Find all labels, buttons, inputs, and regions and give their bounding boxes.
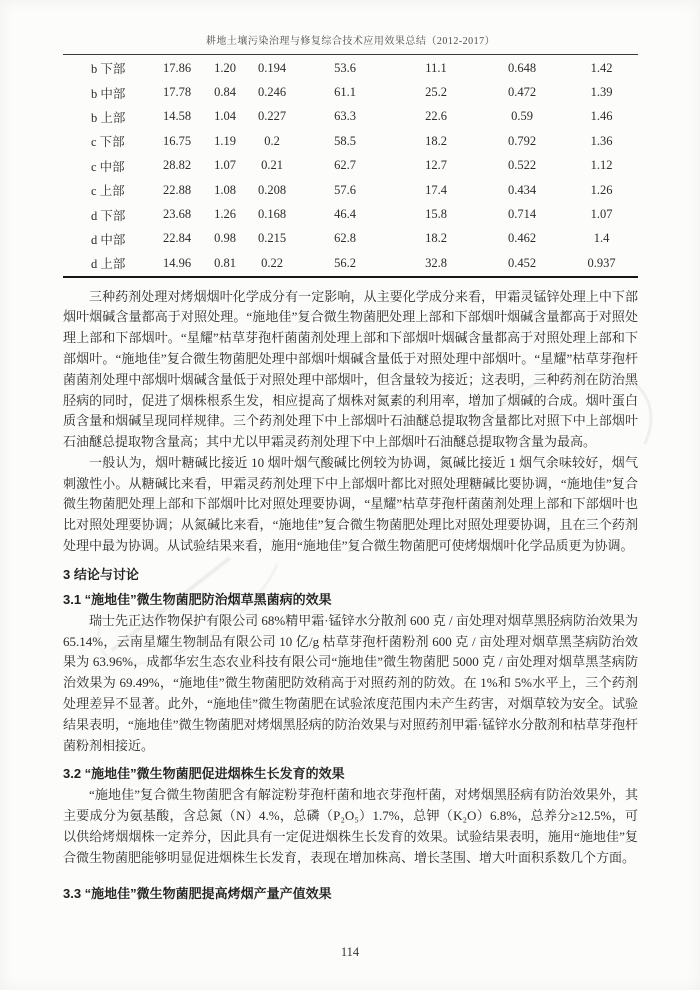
table-row [63,178,638,202]
table-body [63,56,638,277]
table-cell: 32.8 [425,255,447,270]
table-row [63,251,638,276]
running-head: 耕地土壤污染治理与修复综合技术应用效果总结（2012-2017） [63,32,638,55]
table-cell: 16.75 [162,133,192,148]
table-cell: 1.19 [214,133,236,148]
row-label: b 上部 [91,110,126,125]
row-label: b 中部 [91,86,126,101]
table-cell: 1.39 [590,85,613,100]
table-cell: 0.452 [507,255,537,270]
table-cell: 23.68 [162,207,192,222]
table-cell: 1.4 [593,231,610,246]
table-cell: 0.59 [511,109,533,124]
table-cell: 62.8 [334,231,356,246]
table-cell: 22.88 [162,182,192,197]
table-cell: 1.07 [214,158,236,173]
table-row [63,80,638,104]
table-cell: 0.84 [214,85,236,100]
paragraph-growth-promotion: “施地佳”复合微生物菌肥含有解淀粉芽孢杆菌和地衣芽孢杆菌，对烤烟黑胫病有防治效果外，其主要成分为氨基酸，含总氮（N）4.%，总磷（P₂O₅）1.7%，总钾（K₂O）6.8%，总养分≥12.5%，可以供给烤烟烟株一定养分，因此具有一定促进烟株生长发育的效果。试验结果表明，施用“施地佳”复合微生物菌肥能够明显促进烟株生长发育，表现在增加株高、增长茎围、增大叶面积系数几个方面。 [63,787,638,865]
table-cell: 0.194 [257,60,287,75]
table-cell: 1.42 [590,60,613,75]
row-label: d 下部 [91,208,126,223]
table-cell: 1.46 [590,109,613,124]
table-cell: 0.937 [587,255,616,270]
table-cell: 56.2 [334,255,356,270]
table-cell: 0.168 [257,207,287,222]
table-cell: 1.12 [590,158,613,173]
table-cell: 1.07 [590,207,613,222]
table-cell: 62.7 [334,158,356,173]
table-cell: 22.6 [425,109,447,124]
section-heading-3-2: 3.2 “施地佳”微生物菌肥促进烟株生长发育的效果 [63,766,345,782]
section-heading-3-1: 3.1 “施地佳”微生物菌肥防治烟草黑菌病的效果 [63,591,332,607]
table-cell: 0.81 [214,255,236,270]
row-label: d 中部 [91,232,126,247]
table-row [63,129,638,153]
table-cell: 58.5 [334,133,356,148]
table-cell: 15.8 [425,207,447,222]
section-heading-conclusion: 3 结论与讨论 [63,566,139,582]
table-cell: 17.78 [162,85,192,100]
table-row [63,202,638,226]
table-cell: 0.792 [507,133,537,148]
table-cell: 0.98 [214,231,236,246]
section-heading-3-3: 3.3 “施地佳”微生物菌肥提高烤烟产量产值效果 [63,885,332,901]
table-cell: 0.22 [261,255,283,270]
row-label: c 上部 [91,184,125,199]
table-cell: 12.7 [425,158,447,173]
table-cell: 0.215 [257,231,287,246]
table-cell: 63.3 [334,109,356,124]
table-row [63,227,638,251]
table-cell: 46.4 [334,207,356,222]
table-cell: 1.20 [214,60,236,75]
table-cell: 0.522 [507,158,537,173]
table-cell: 1.04 [214,109,236,124]
table-cell: 0.2 [264,133,280,148]
table-cell: 1.26 [590,182,613,197]
table-cell: 0.714 [507,207,537,222]
table-row [63,56,638,80]
table-cell: 0.208 [257,182,287,197]
table-cell: 18.2 [425,133,447,148]
table-cell: 17.86 [162,60,192,75]
table-row [63,154,638,178]
data-table [63,56,638,278]
row-label: d 上部 [91,257,126,272]
table-cell: 0.648 [507,60,537,75]
table-cell: 14.96 [162,255,192,270]
row-label: c 中部 [91,159,125,174]
table-cell: 18.2 [425,231,447,246]
table-cell: 57.6 [334,182,356,197]
row-label: c 下部 [91,135,125,150]
table-cell: 0.434 [507,182,537,197]
table-cell: 25.2 [425,85,447,100]
table-cell: 0.472 [507,85,537,100]
table-cell: 17.4 [425,182,447,197]
table-cell: 53.6 [334,60,356,75]
paragraph-chemical-composition: 三种药剂处理对烤烟烟叶化学成分有一定影响，从主要化学成分来看，甲霜灵锰锌处理上中下部烟叶烟碱含量都高于对照处理。“施地佳”复合微生物菌肥处理上部和下部烟叶烟碱含量都高于对照处理上部和下部烟叶。“星耀”枯草芽孢杆菌菌剂处理上部和下部烟叶烟碱含量都高于对照处理上部和下部烟叶。“施地佳”复合微生物菌肥处理中部烟叶烟碱含量低于对照处理中部烟叶。“星耀”枯草芽孢杆菌菌剂处理中部烟叶烟碱含量低于对照处理中部烟叶，但含量较为接近；这表明，三种药剂在防治黑胫病的同时，促进了烟株根系生发，相应提高了烟株对氮素的利用率，增加了烟碱的合成。烟叶蛋白质含量和烟碱呈现同样规律。三个药剂处理下中上部烟叶石油醚总提取物含量都比对照下中上部烟叶石油醚总提取物含量高；其中尤以甲霜灵药剂处理下中上部烟叶石油醚总提取物含量为最高。 [63,288,638,450]
page-number: 114 [340,945,360,959]
paragraph-black-shank-control: 瑞士先正达作物保护有限公司 68%精甲霜·锰锌水分散剂 600 克 / 亩处理对烟草黑胫病防治效果为 65.14%，云南星耀生物制品有限公司 10 亿/g 枯草芽孢杆菌粉剂 600 克 / 亩处理对烟草黑茎病防治效果为 63.96%，成都华宏生态农业科技有限公司“施地佳”微生物菌肥 5000 克 / 亩处理对烟草黑茎病防治效果为 69.49%，“施地佳”微生物菌肥防效稍高于对照药剂的防效。在 1%和 5%水平上，三个药剂处理差异不显著。此外，“施地佳”微生物菌肥在试验浓度范围内未产生药害，对烟草较为安全。试验结果表明，“施地佳”微生物菌肥对烤烟黑胫病的防治效果与对照药剂甲霜·锰锌水分散剂和枯草芽孢杆菌粉剂相接近。 [63,612,638,753]
table-cell: 11.1 [425,60,447,75]
paragraph-sugar-alkaloid-ratio: 一般认为，烟叶糖碱比接近 10 烟叶烟气酸碱比例较为协调，氮碱比接近 1 烟气余味较好，烟气刺激性小。从糖碱比来看，甲霜灵药剂处理下中上部烟叶都比对照处理糖碱比要协调，“施地佳”复合微生物菌肥处理上部和下部烟叶比对照处理要协调，“星耀”枯草芽孢杆菌菌剂处理上部和下部烟叶也比对照处理要协调；从氮碱比来看，“施地佳”复合微生物菌肥处理比对照处理要协调，且在三个药剂处理中最为协调。从试验结果来看，施用“施地佳”复合微生物菌肥可使烤烟烟叶化学品质更为协调。 [63,454,638,554]
table-cell: 61.1 [334,85,356,100]
row-label: b 下部 [91,62,126,77]
table-cell: 14.58 [162,109,192,124]
table-cell: 28.82 [162,158,192,173]
table-cell: 1.26 [214,207,236,222]
table-cell: 0.227 [257,109,287,124]
table-cell: 0.246 [257,85,287,100]
table-cell: 1.08 [214,182,236,197]
table-cell: 0.21 [261,158,283,173]
table-cell: 0.462 [507,231,537,246]
table-cell: 22.84 [162,231,192,246]
table-cell: 1.36 [590,133,613,148]
table-row [63,105,638,129]
